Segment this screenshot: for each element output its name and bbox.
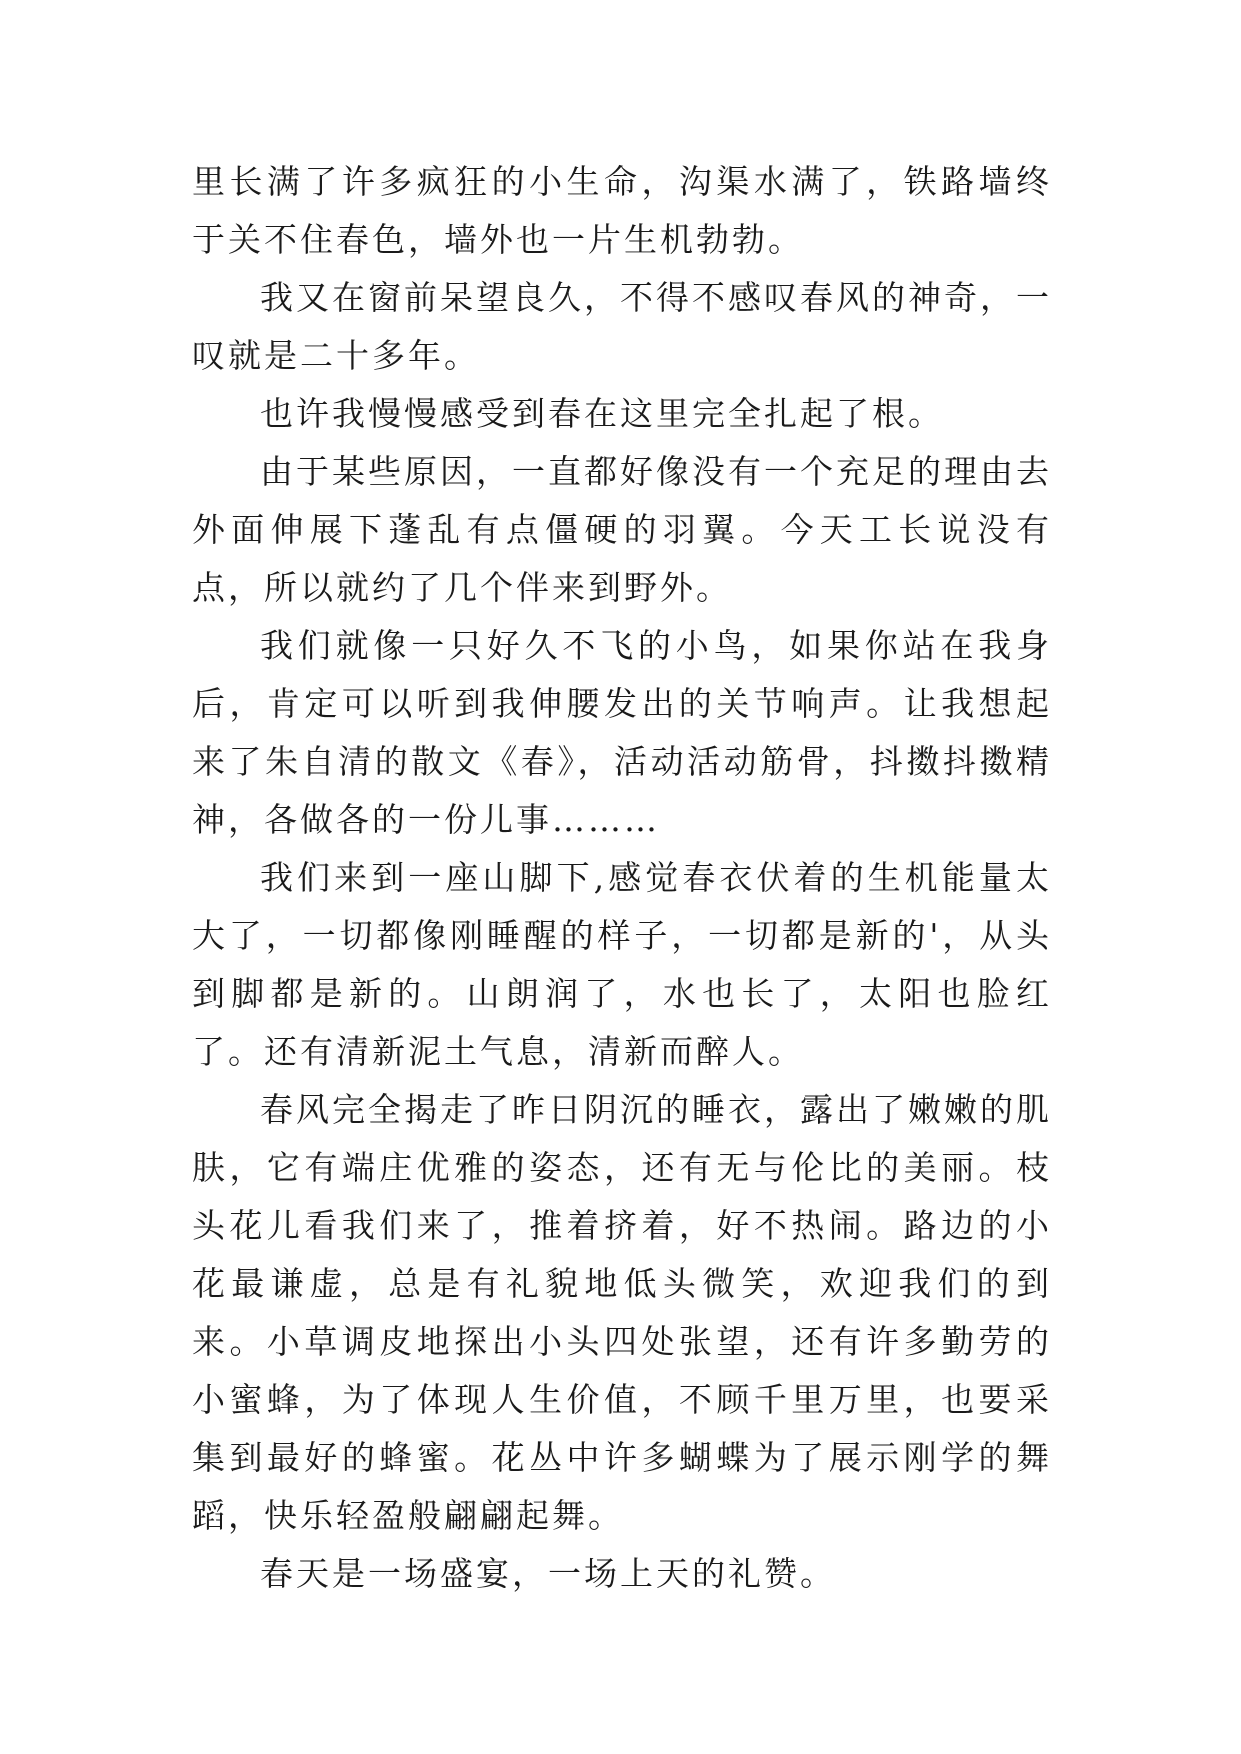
paragraph-2: 我又在窗前呆望良久，不得不感叹春风的神奇，一叹就是二十多年。 xyxy=(192,278,1052,375)
paragraph-8: 春天是一场盛宴，一场上天的礼赞。 xyxy=(260,1554,836,1593)
document-body xyxy=(192,153,1052,1603)
paragraph-5: 我们就像一只好久不飞的小鸟，如果你站在我身后，肯定可以听到我伸腰发出的关节响声。让我想起来了朱自清的散文《春》，活动活动筋骨，抖擞抖擞精神，各做各的一份儿事……… xyxy=(192,626,1052,839)
paragraph-1: 里长满了许多疯狂的小生命，沟渠水满了，铁路墙终于关不住春色，墙外也一片生机勃勃。 xyxy=(192,162,1052,259)
paragraph-7: 春风完全揭走了昨日阴沉的睡衣，露出了嫩嫩的肌肤，它有端庄优雅的姿态，还有无与伦比的美丽。枝头花儿看我们来了，推着挤着，好不热闹。路边的小花最谦虚，总是有礼貌地低头微笑，欢迎我们的到来。小草调皮地探出小头四处张望，还有许多勤劳的小蜜蜂，为了体现人生价值，不顾千里万里，也要采集到最好的蜂蜜。花丛中许多蝴蝶为了展示刚学的舞蹈，快乐轻盈般翩翩起舞。 xyxy=(192,1090,1052,1535)
paragraph-6: 我们来到一座山脚下,感觉春衣伏着的生机能量太大了，一切都像刚睡醒的样子，一切都是新的'，从头到脚都是新的。山朗润了，水也长了，太阳也脸红了。还有清新泥土气息，清新而醉人。 xyxy=(192,858,1052,1071)
paragraph-3: 也许我慢慢感受到春在这里完全扎起了根。 xyxy=(260,394,944,433)
paragraph-4: 由于某些原因，一直都好像没有一个充足的理由去外面伸展下蓬乱有点僵硬的羽翼。今天工长说没有点，所以就约了几个伴来到野外。 xyxy=(192,452,1052,607)
